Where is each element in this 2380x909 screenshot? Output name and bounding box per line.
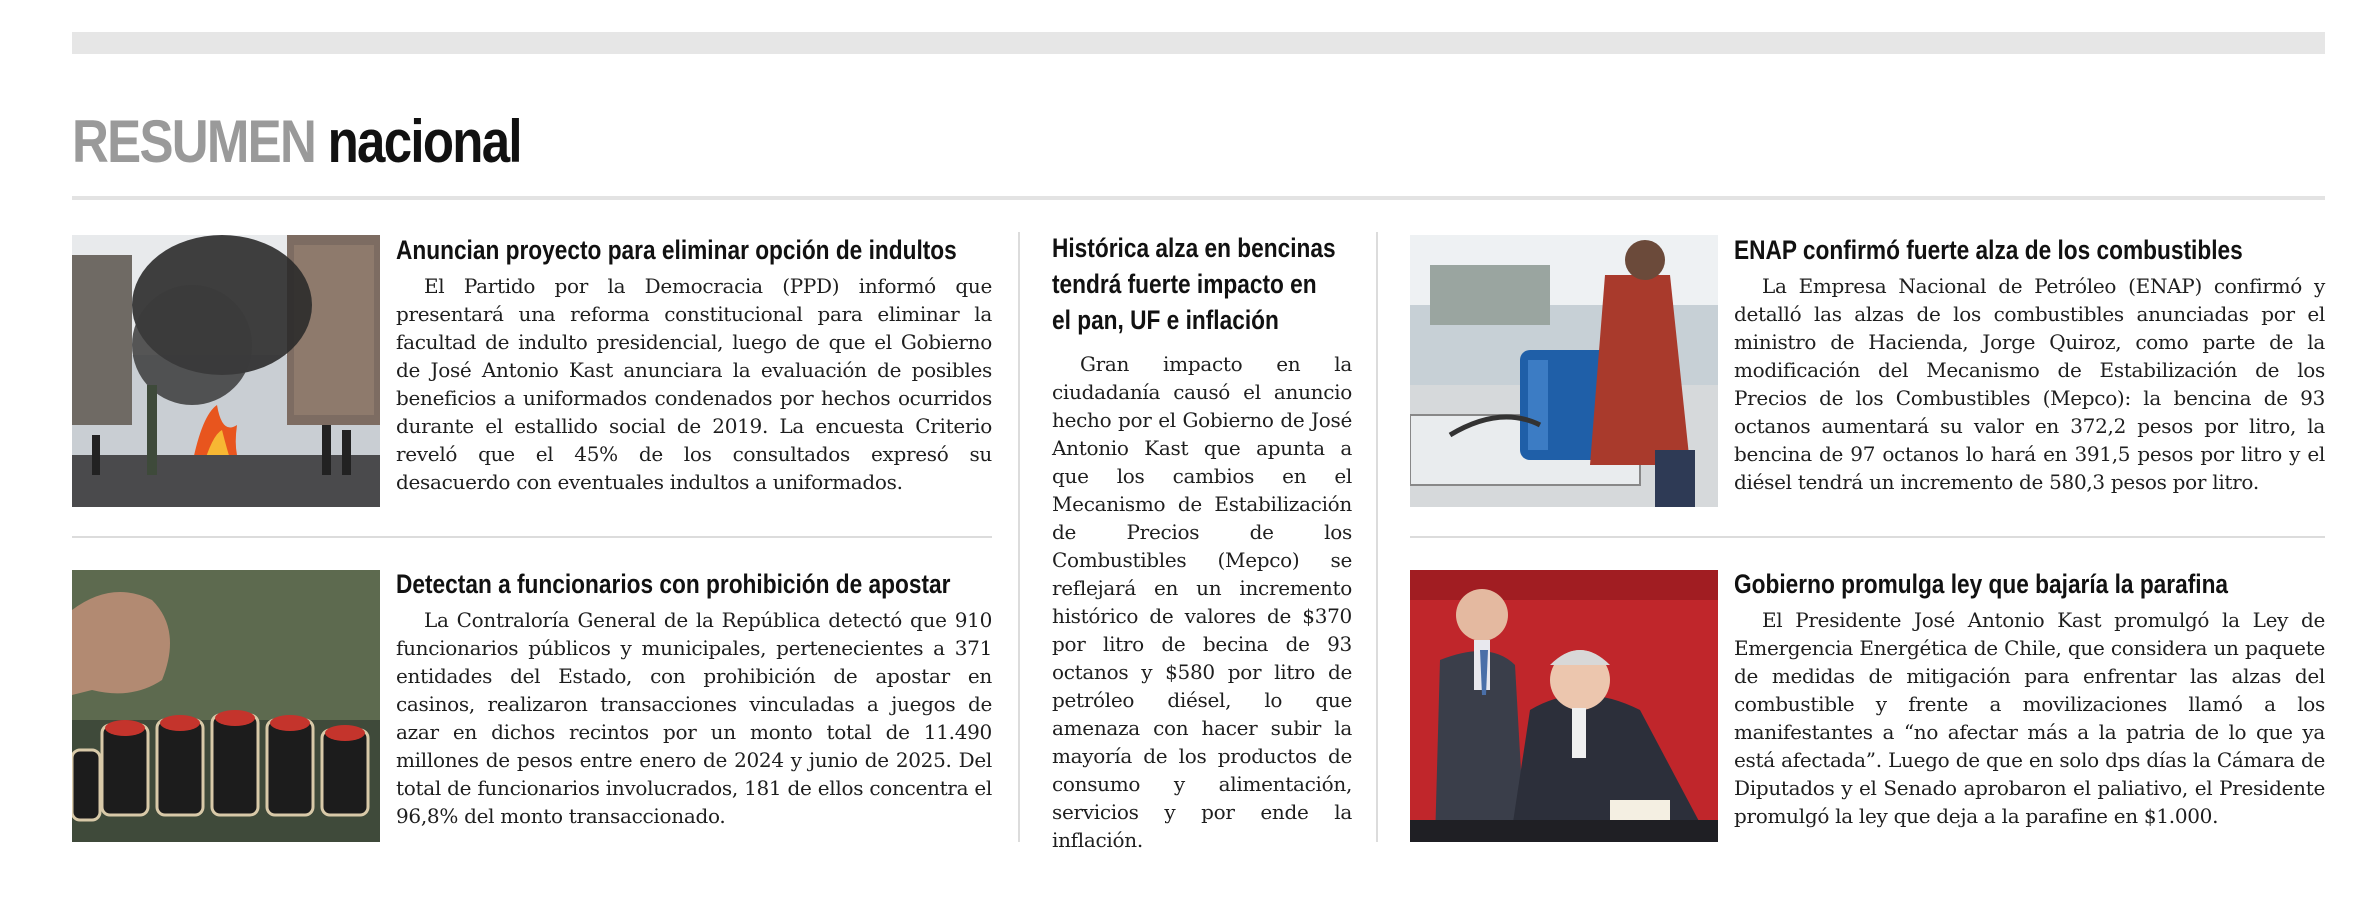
article-5-headline[interactable]: Gobierno promulga ley que bajaría la parafina bbox=[1734, 569, 2229, 599]
article-3-headline-line-3: el pan, UF e inflación bbox=[1052, 305, 1279, 335]
article-4-body: La Empresa Nacional de Petróleo (ENAP) confirmó y detalló las alzas de los combustibles anunciadas por el ministro de Hacienda, Jorge Quiroz, como parte de la modificación del Mecanismo de Estabilización de los Precios de los Combustibles (Mepco): la bencina de 93 octanos aumentará su valor en 372,2 pesos por litro, la bencina de 97 octanos lo hará en 391,5 pesos por litro y el diésel tendrá un incremento de 580,3 pesos por litro. bbox=[1734, 274, 2325, 494]
section-title bbox=[72, 108, 521, 175]
top-banner-bar bbox=[72, 32, 2325, 54]
article-2-body: La Contraloría General de la República detectó que 910 funcionarios públicos y municipales, pertenecientes a 371 entidades del Estado, con prohibición de apostar en casinos, realizaron transacciones vinculadas a juegos de azar en dichos recintos por un monto total de 11.490 millones de pesos entre enero de 2024 y junio de 2025. Del total de funcionarios involucrados, 181 de ellos concentra el 96,8% del monto transaccionado. bbox=[396, 608, 992, 828]
article-2-headline[interactable]: Detectan a funcionarios con prohibición de apostar bbox=[396, 569, 951, 599]
article-3-headline[interactable] bbox=[1052, 230, 1336, 338]
law-signing-photo bbox=[1410, 570, 1718, 842]
column-divider-right bbox=[1376, 232, 1378, 842]
left-column-divider bbox=[72, 536, 992, 538]
right-column-divider bbox=[1410, 536, 2325, 538]
casino-chips-photo bbox=[72, 570, 380, 842]
section-title-resumen: RESUMEN bbox=[72, 108, 316, 175]
article-1-headline[interactable]: Anuncian proyecto para eliminar opción de indultos bbox=[396, 235, 957, 265]
column-divider-left bbox=[1018, 232, 1020, 842]
section-rule bbox=[72, 196, 2325, 200]
article-4-headline[interactable]: ENAP confirmó fuerte alza de los combustibles bbox=[1734, 235, 2243, 265]
article-3-headline-line-1: Histórica alza en bencinas bbox=[1052, 233, 1336, 263]
article-3-body: Gran impacto en la ciudadanía causó el anuncio hecho por el Gobierno de José Antonio Kast que apunta a que los cambios en el Mecanismo de Estabilización de Precios de los Combustibles (Mepco) se reflejará en un incremento histórico de valores de $370 por litro de becina de 93 octanos y $580 por litro de petróleo diésel, lo que amenaza con hacer subir la mayoría de los productos de consumo y alimentación, servicios y por ende la inflación. bbox=[1052, 352, 1352, 852]
article-3-headline-line-2: tendrá fuerte impacto en bbox=[1052, 269, 1317, 299]
section-title-nacional: nacional bbox=[327, 108, 521, 175]
protest-fire-photo bbox=[72, 235, 380, 507]
article-5-body: El Presidente José Antonio Kast promulgó la Ley de Emergencia Energética de Chile, que considera un paquete de medidas de mitigación para enfrentar las alzas del combustible y frente a movilizaciones llamó a los manifestantes a “no afectar más a la patria de lo que ya está afectada”. Luego de que en solo dps días la Cámara de Diputados y el Senado aprobaron el paliativo, el Presidente promulgó la ley que deja a la parafine en $1.000. bbox=[1734, 608, 2325, 828]
article-1-body: El Partido por la Democracia (PPD) informó que presentará una reforma constitucional para eliminar la facultad de indulto presidencial, luego de que el Gobierno de José Antonio Kast anunciara la evaluación de posibles beneficios a uniformados condenados por hechos ocurridos durante el estallido social de 2019. La encuesta Criterio reveló que el 45% de los consultados expresó su desacuerdo con eventuales indultos a uniformados. bbox=[396, 274, 992, 494]
fuel-drum-photo bbox=[1410, 235, 1718, 507]
